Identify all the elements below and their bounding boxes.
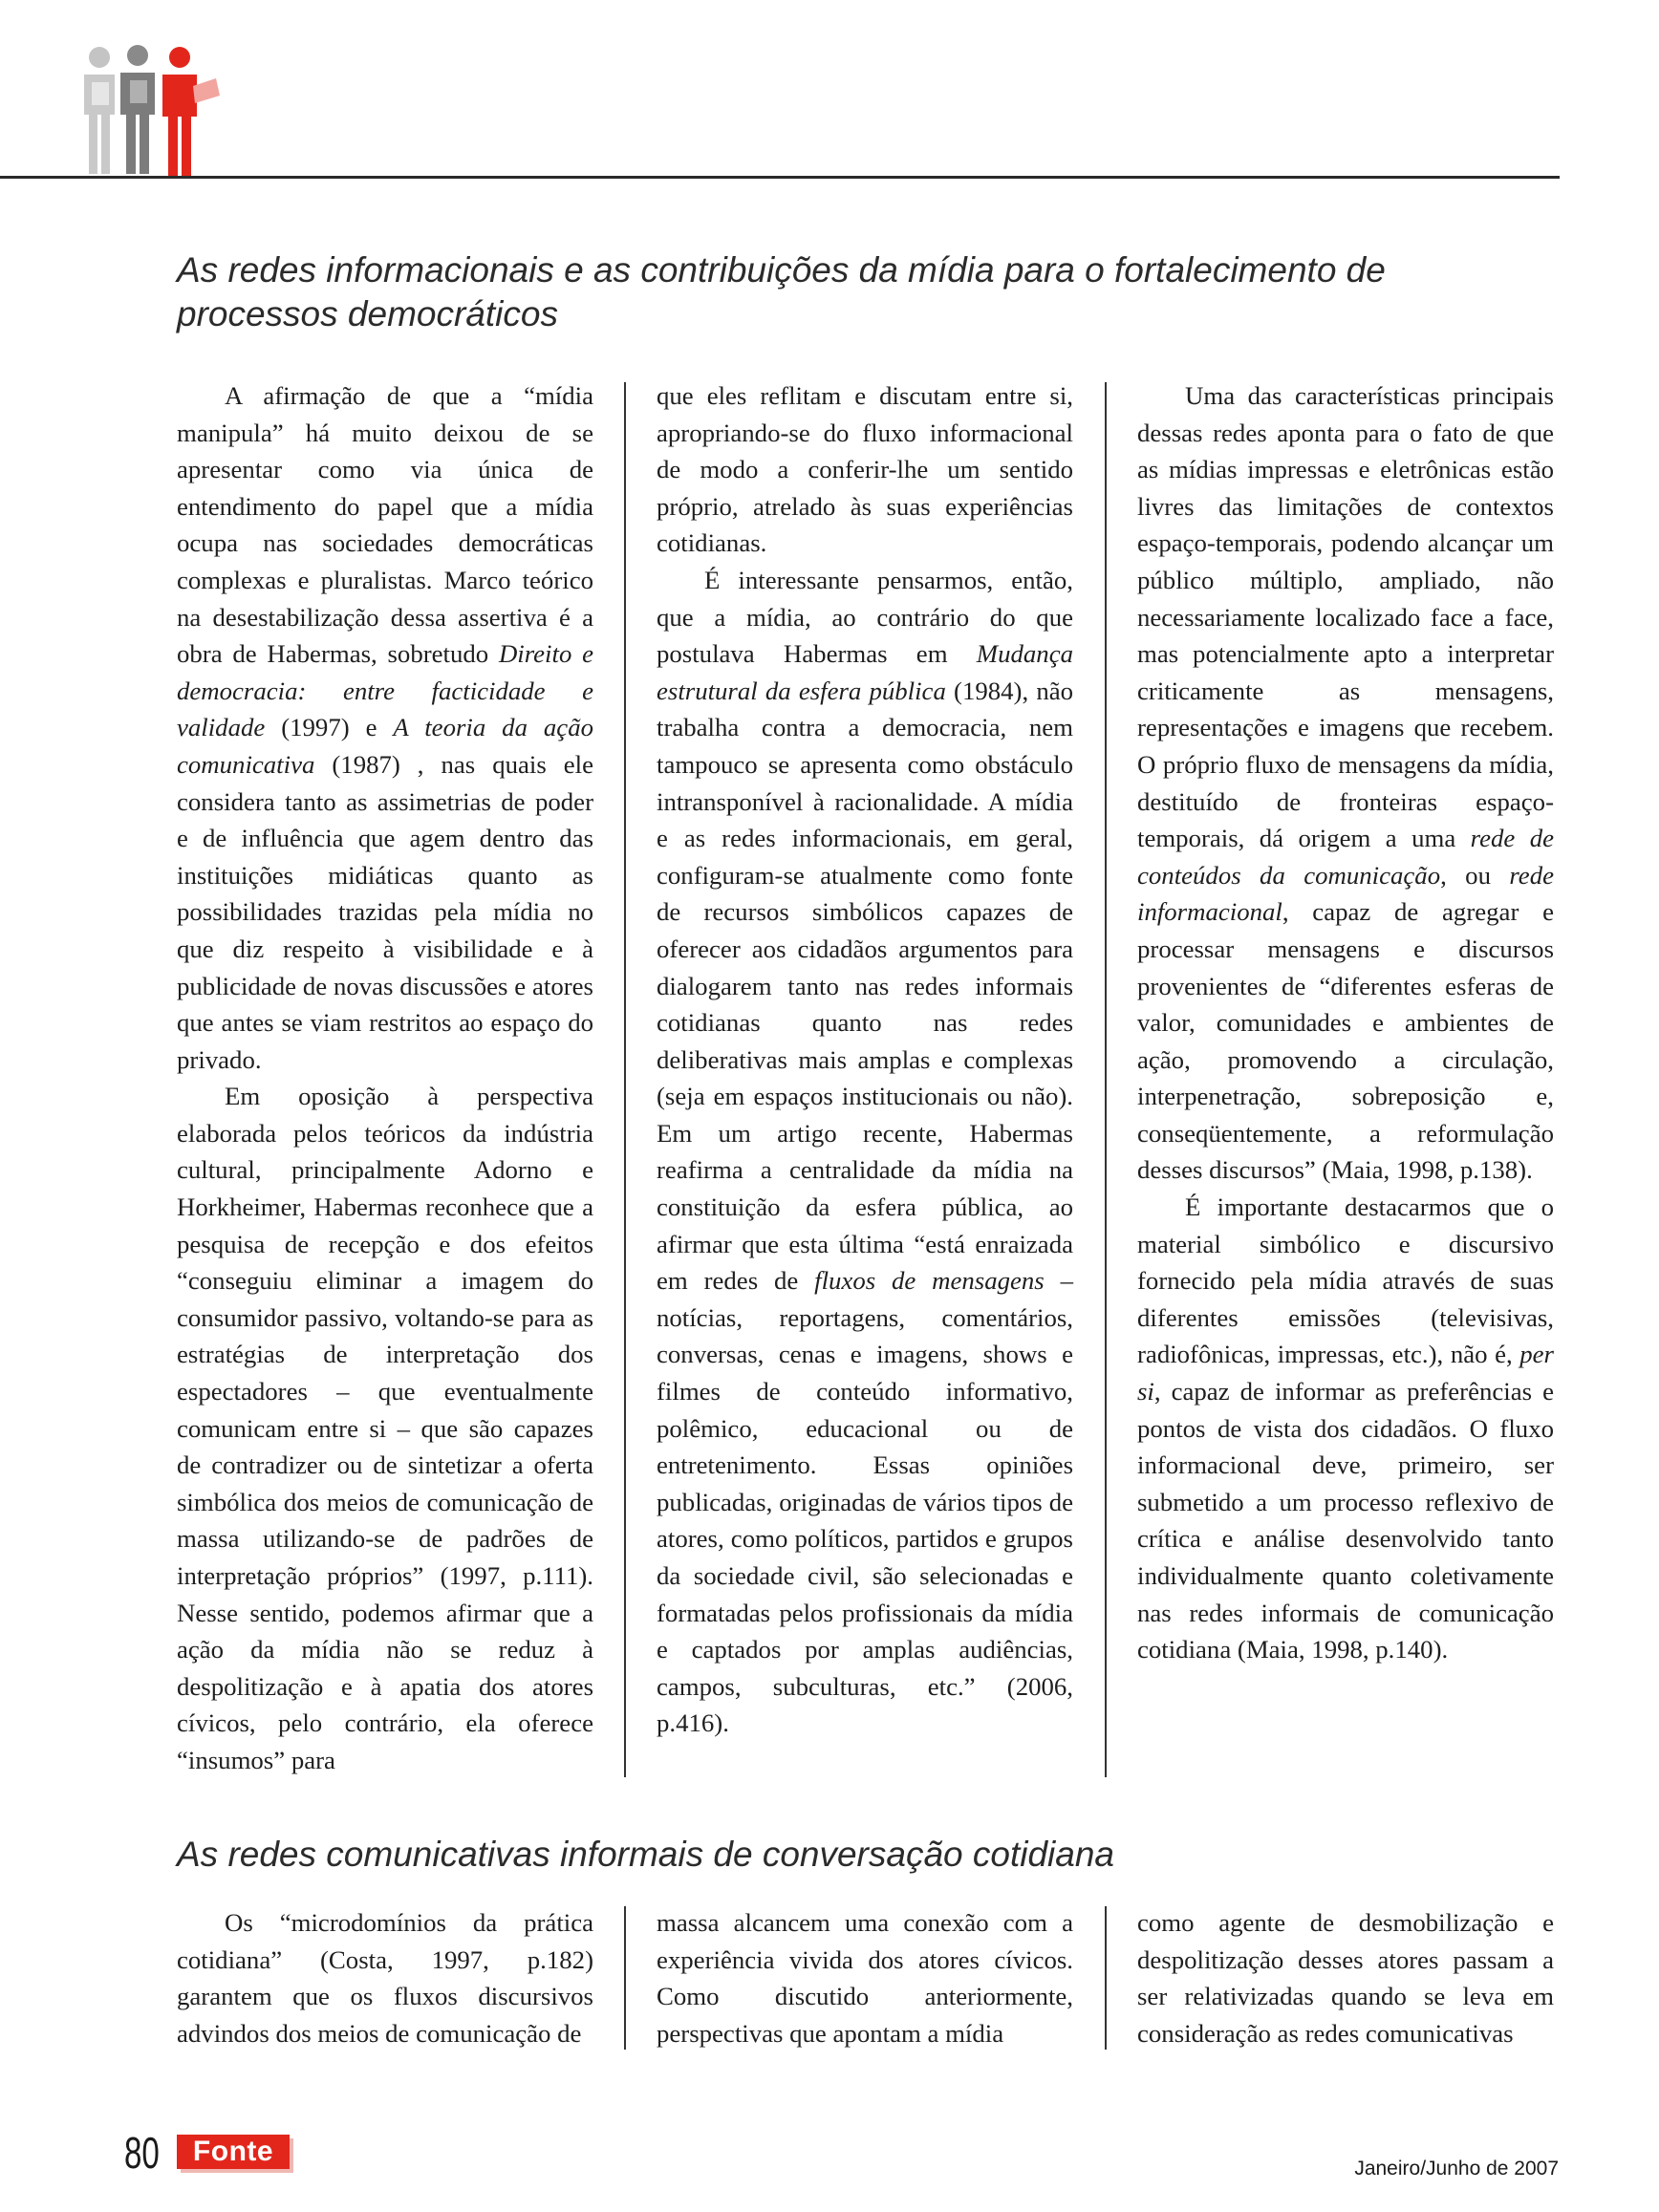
column-divider bbox=[624, 1906, 626, 2050]
section-heading-1: As redes informacionais e as contribuições da mídia para o fortalecimento de processos democráticos bbox=[177, 250, 1386, 333]
people-logo-icon bbox=[78, 44, 222, 178]
issue-date: Janeiro/Junho de 2007 bbox=[1354, 2158, 1559, 2180]
paragraph: É interessante pensarmos, então, que a mídia, ao contrário do que postulava Habermas em Mudança estrutural da esfera pública (1984), não trabalha contra a democracia, nem tampouco se apresenta como obstáculo intransponível à racionalidade. A mídia e as redes informacionais, em geral, configuram-se atualmente como fonte de recursos simbólicos capazes de oferecer aos cidadãos argumentos para dialogarem tanto nas redes informais cotidianas quanto nas redes deliberativas mais amplas e complexas (seja em espaços institucionais ou não). Em um artigo recente, Habermas reafirma a centralidade da mídia na constituição da esfera pública, ao afirmar que esta última “está enraizada em redes de fluxos de mensagens – notícias, reportagens, comentários, conversas, cenas e imagens, shows e filmes de conteúdo informativo, polêmico, educacional ou de entretenimento. Essas opiniões publicadas, originadas de vários tipos de atores, como políticos, partidos e grupos da sociedade civil, são selecionadas e formatadas pelos profissionais da mídia e captados por amplas audiências, campos, subculturas, etc.” (2006, p.416). bbox=[657, 565, 1074, 1738]
paragraph: Em oposição à perspectiva elaborada pelos teóricos da indústria cultural, principalmente Adorno e Horkheimer, Habermas reconhece que a pesquisa de recepção e dos efeitos “conseguiu eliminar a imagem do consumidor passivo, voltando-se para as estratégias de interpretação dos espectadores – que eventualmente comunicam entre si – que são capazes de contradizer ou de sintetizar a oferta simbólica dos meios de comunicação de massa utilizando-se de padrões de interpretação próprios” (1997, p.111). Nesse sentido, podemos afirmar que a ação da mídia não se reduz à despolitização e à apatia dos atores cívicos, pelo contrário, ela oferece “insumos” para bbox=[177, 1082, 593, 1774]
section2-column-1 bbox=[177, 1904, 593, 2051]
paragraph: Os “microdomínios da prática cotidiana” (Costa, 1997, p.182) garantem que os fluxos discursivos advindos dos meios de comunicação de bbox=[177, 1908, 593, 2048]
paragraph: que eles reflitam e discutam entre si, apropriando-se do fluxo informacional de modo a conferir-lhe um sentido próprio, atrelado às suas experiências cotidianas. bbox=[657, 381, 1073, 558]
section2-column-3 bbox=[1137, 1904, 1554, 2051]
section1-column-3 bbox=[1137, 377, 1554, 1668]
section2-column-2 bbox=[657, 1904, 1073, 2051]
paragraph: massa alcancem uma conexão com a experiência vivida dos atores cívicos. Como discutido anteriormente, perspectivas que apontam a mídia bbox=[657, 1908, 1073, 2048]
section-heading-2: As redes comunicativas informais de conversação cotidiana bbox=[177, 1835, 1114, 1874]
paragraph: A afirmação de que a “mídia manipula” há muito deixou de se apresentar como via única de entendimento do papel que a mídia ocupa nas sociedades democráticas complexas e pluralistas. Marco teórico na desestabilização dessa assertiva é a obra de Habermas, sobretudo Direito e democracia: entre facticidade e validade (1997) e A teoria da ação comunicativa (1987) , nas quais ele considera tanto as assimetrias de poder e de influência que agem dentro das instituições midiáticas quanto as possibilidades trazidas pela mídia no que diz respeito à visibilidade e à publicidade de novas discussões e atores que antes se viam restritos ao espaço do privado. bbox=[177, 381, 593, 1074]
fonte-logo: Fonte bbox=[177, 2135, 290, 2169]
column-divider bbox=[1105, 382, 1107, 1777]
paragraph: como agente de desmobilização e despolitização desses atores passam a ser relativizadas quando se leva em consideração as redes comunicativas bbox=[1137, 1908, 1554, 2048]
section1-column-1 bbox=[177, 377, 593, 1779]
paragraph: É importante destacarmos que o material simbólico e discursivo fornecido pela mídia através de suas diferentes emissões (televisivas, radiofônicas, impressas, etc.), não é, per si, capaz de informar as preferências e pontos de vista dos cidadãos. O fluxo informacional deve, primeiro, ser submetido a um processo reflexivo de crítica e análise desenvolvido tanto individualmente quanto coletivamente nas redes informais de comunicação cotidiana (Maia, 1998, p.140). bbox=[1137, 1192, 1554, 1664]
section1-column-2 bbox=[657, 377, 1073, 1742]
page-number: 80 bbox=[124, 2128, 160, 2178]
column-divider bbox=[1105, 1906, 1107, 2050]
column-divider bbox=[624, 382, 626, 1777]
paragraph: Uma das características principais dessas redes aponta para o fato de que as mídias impressas e eletrônicas estão livres das limitações de contextos espaço-temporais, podendo alcançar um público múltiplo, ampliado, não necessariamente localizado face a face, mas potencialmente apto a interpretar criticamente as mensagens, representações e imagens que recebem. O próprio fluxo de mensagens da mídia, destituído de fronteiras espaço-temporais, dá origem a uma rede de conteúdos da comunicação, ou rede informacional, capaz de agregar e processar mensagens e discursos provenientes de “diferentes esferas de valor, comunidades e ambientes de ação, promovendo a circulação, interpenetração, sobreposição e, conseqüentemente, a reformulação desses discursos” (Maia, 1998, p.138). bbox=[1137, 381, 1554, 1185]
header-rule bbox=[0, 176, 1560, 179]
